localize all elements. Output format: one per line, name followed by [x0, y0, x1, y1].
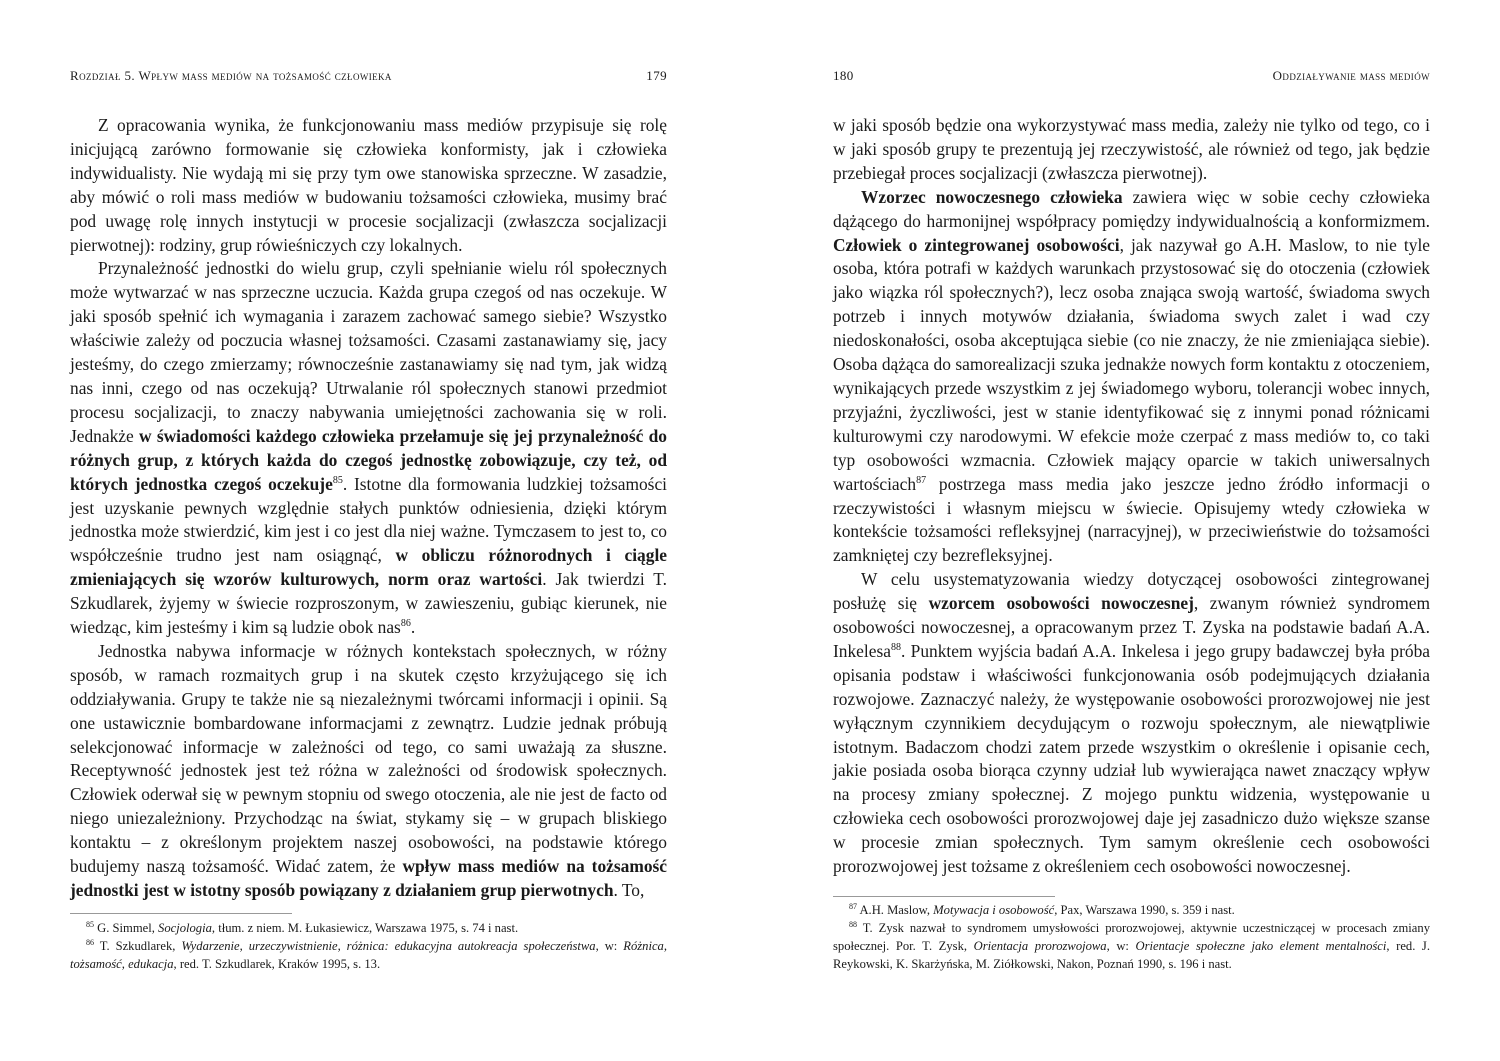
footnotes: [70, 919, 667, 973]
text-run: A.H. Maslow,: [857, 903, 934, 917]
text-run: zawiera więc w sobie cechy człowieka dążącego do harmonijnej współpracy pomiędzy indywidualnością a konformizmem.: [833, 186, 1430, 231]
paragraph: [833, 114, 1430, 186]
text-run: . Istotne dla formowania ludzkiej tożsamości jest uzyskanie pewnych względnie stałych punktów odniesienia, dzięki którym jednostka może stwierdzić, kim jest i co jest dla niej ważne. Tymczasem to jest to, co współcześnie trudno jest nam osiągnąć,: [70, 473, 667, 566]
footnote-ref: 86: [86, 937, 94, 947]
running-head-title: Oddziaływanie mass mediów: [1272, 68, 1430, 83]
text-run: . Jak twierdzi T. Szkudlarek, żyjemy w świecie rozproszonym, w zawieszeniu, gubiąc kierunek, nie wiedząc, kim jesteśmy i kim są ludzie obok nas: [70, 569, 667, 638]
paragraph: [833, 186, 1430, 569]
text-run: Z opracowania wynika, że funkcjonowaniu mass mediów przypisuje się rolę inicjującą zarówno formowanie się człowieka konformisty, jak i człowieka indywidualisty. Nie wydają mi się przy tym owe stanowiska sprzeczne. W zasadzie, aby mówić o roli mass mediów w budowaniu tożsamości człowieka, musimy brać pod uwagę rolę innych instytucji w procesie socjalizacji (zwłaszcza socjalizacji pierwotnej): rodziny, grup rówieśniczych czy lokalnych.: [70, 115, 667, 255]
footnote-rule: [70, 913, 292, 914]
body-text: [70, 114, 667, 903]
text-run: .: [410, 617, 416, 638]
text-run: , tłum. z niem. M. Łukasiewicz, Warszawa 1975, s. 74 i nast.: [211, 921, 519, 935]
text-run: , red. T. Szkudlarek, Kraków 1995, s. 13.: [173, 957, 381, 971]
text-run: Przynależność jednostki do wielu grup, czyli spełnianie wielu ról społecznych może wytwarzać w nas sprzeczne uczucia. Każda grupa czegoś od nas oczekuje. W jaki sposób spełnić ich wymagania i zarazem zachować samego siebie? Wszystko właściwie zależy od poczucia własnej tożsamości. Czasami zastanawiamy się, jacy jesteśmy, do czego zmierzamy; równocześnie zastanawiamy się nad tym, jak widzą nas inni, czego od nas oczekują? Utrwalanie ról społecznych stanowi przedmiot procesu socjalizacji, to znaczy nabywania umiejętności zachowania się w roli. Jednakże: [70, 258, 667, 446]
text-run: . Punktem wyjścia badań A.A. Inkelesa i jego grupy badawczej była próba opisania podstaw i właściwości funkcjonowania osób podejmujących działania rozwojowe. Zaznaczyć należy, że występowanie osobowości prorozwojowej nie jest wyłącznym czynnikiem decydującym o rozwoju społecznym, ale niewątpliwie istotnym. Badaczom chodzi zatem przede wszystkim o określenie i opisanie cech, jakie posiada osoba biorąca czynny udział lub wywierająca nawet znaczący wpływ na procesy zmiany społecznej. Z mojego punktu widzenia, występowanie u człowieka cech osobowości prorozwojowej daje jej zasadniczo dużo większe szanse w procesie zmian społecznych. Tym samym określenie cech osobowości prorozwojowej jest tożsame z określeniem cech osobowości nowoczesnej.: [833, 640, 1430, 877]
bold-phrase: Człowiek o zintegrowanej osobowości: [833, 234, 1120, 255]
italic-title: Orientacja prorozwojowa: [973, 939, 1107, 953]
footnotes: [833, 901, 1430, 973]
text-run: postrzega mass media jako jeszcze jedno źródło informacji o rzeczywistości i własnym miejscu w świecie. Opisujemy wtedy człowieka w kontekście tożsamości refleksyjnej (narracyjnej), w przeciwieństwie do tożsamości zamkniętej czy bezrefleksyjnej.: [833, 473, 1430, 566]
running-head-title: Rozdział 5. Wpływ mass mediów na tożsamość człowieka: [70, 68, 392, 83]
bold-phrase: w obliczu różnorodnych i ciągle zmieniających się wzorów kulturowych, norm oraz wartości: [70, 545, 667, 590]
text-run: , Pax, Warszawa 1990, s. 359 i nast.: [1054, 903, 1235, 917]
footnote-ref: 88: [890, 642, 901, 654]
bold-phrase: wzorcem osobowości nowoczesnej: [928, 593, 1194, 614]
footnote-ref: 85: [86, 919, 94, 929]
paragraph: [70, 257, 667, 640]
page-number: 180: [833, 68, 854, 83]
footnote-ref: 86: [400, 618, 411, 630]
italic-title: Motywacja i osobowość: [933, 903, 1055, 917]
italic-title: Orientacje społeczne jako element mentalności: [1135, 939, 1387, 953]
footnote-rule: [833, 896, 1055, 897]
text-run: W celu usystematyzowania wiedzy dotyczącej osobowości zintegrowanej posłużę się: [833, 569, 1430, 614]
text-run: T. Szkudlarek,: [94, 939, 182, 953]
page-number: 179: [646, 68, 667, 83]
paragraph: [833, 568, 1430, 879]
footnote: [833, 901, 1430, 919]
text-run: , zwanym również syndromem osobowości nowoczesnej, a opracowanym przez T. Zyska na podstawie badań A.A. Inkelesa: [833, 593, 1430, 661]
italic-title: Socjologia: [158, 921, 212, 935]
italic-title: Wydarzenie, urzeczywistnienie, różnica: edukacyjna autokreacja społeczeństwa: [181, 939, 596, 953]
text-run: G. Simmel,: [94, 921, 159, 935]
footnote-ref: 87: [916, 474, 927, 486]
bold-phrase: w świadomości każdego człowieka przełamuje się jej przynależność do różnych grup, z których każda do czegoś jednostkę zobowiązuje, czy też, od których jednostka czegoś oczekuje: [70, 425, 667, 494]
footnote: [70, 937, 667, 973]
footnote: [70, 919, 667, 937]
footnote: [833, 919, 1430, 973]
text-run: , w:: [1106, 939, 1136, 953]
paragraph: [70, 640, 667, 903]
running-head: [833, 68, 1430, 88]
bold-phrase: Wzorzec nowoczesnego człowieka: [861, 186, 1123, 207]
bold-phrase: wpływ mass mediów na tożsamość jednostki jest w istotny sposób powiązany z działaniem grup pierwotnych: [70, 856, 668, 900]
italic-title: Różnica, tożsamość, edukacja: [70, 939, 667, 971]
text-run: , red. J. Reykowski, K. Skarżyńska, M. Ziółkowski, Nakon, Poznań 1990, s. 196 i nast.: [833, 939, 1430, 971]
text-run: T. Zysk nazwał to syndromem umysłowości prorozwojowej, aktywnie uczestniczącej w procesach zmiany społecznej. Por. T. Zysk,: [833, 921, 1430, 953]
paragraph: [70, 114, 667, 257]
text-run: Jednostka nabywa informacje w różnych kontekstach społecznych, w różny sposób, w ramach rozmaitych grup i na skutek często krzyżującego się ich oddziaływania. Grupy te także nie są niezależnymi twórcami informacji i opinii. Są one ustawicznie bombardowane informacjami z zewnątrz. Ludzie jednak próbują selekcjonować informacje w zależności od tego, co sami uważają za słuszne. Receptywność jednostek jest też różna w zależności od środowisk społecznych. Człowiek oderwał się w pewnym stopniu od swego otoczenia, ale nie jest de facto od niego uniezależniony. Przychodząc na świat, stykamy się – w grupach bliskiego kontaktu – z określonym projektem naszej osobowości, na podstawie którego budujemy naszą tożsamość. Widać zatem, że: [70, 640, 667, 877]
right-page: [833, 0, 1430, 1061]
running-head: [70, 68, 667, 88]
footnote-ref: 88: [849, 919, 857, 929]
text-run: , jak nazywał go A.H. Maslow, to nie tyle osoba, która potrafi w każdych warunkach przystosować się do otoczenia (człowiek jako wiązka ról społecznych?), lecz osoba znająca swoją wartość, świadoma swych potrzeb i innych motywów działania, świadoma swych zalet i wad czy niedoskonałości, osoba akceptująca siebie (co nie znaczy, że nie zmieniająca siebie). Osoba dążąca do samorealizacji szuka jednakże nowych form kontaktu z otoczeniem, wynikających przede wszystkim z jej świadomego wyboru, tolerancji wobec innych, przyjaźni, życzliwości, jest w stanie identyfikować się z innymi ponad różnicami kulturowymi czy narodowymi. W efekcie może czerpać z mass mediów to, co taki typ osobowości wzmacnia. Człowiek mający oparcie w takich uniwersalnych wartościach: [833, 234, 1430, 494]
body-text: [833, 114, 1430, 879]
text-run: . To,: [613, 880, 645, 900]
text-run: w jaki sposób będzie ona wykorzystywać mass media, zależy nie tylko od tego, co i w jaki sposób grupy te prezentują jej rzeczywistość, ale również od tego, jak będzie przebiegał proces socjalizacji (zwłaszcza pierwotnej).: [833, 115, 1430, 183]
footnote-ref: 87: [849, 901, 857, 911]
left-page: [70, 0, 667, 1061]
text-run: , w:: [595, 939, 624, 953]
footnote-ref: 85: [332, 474, 343, 486]
